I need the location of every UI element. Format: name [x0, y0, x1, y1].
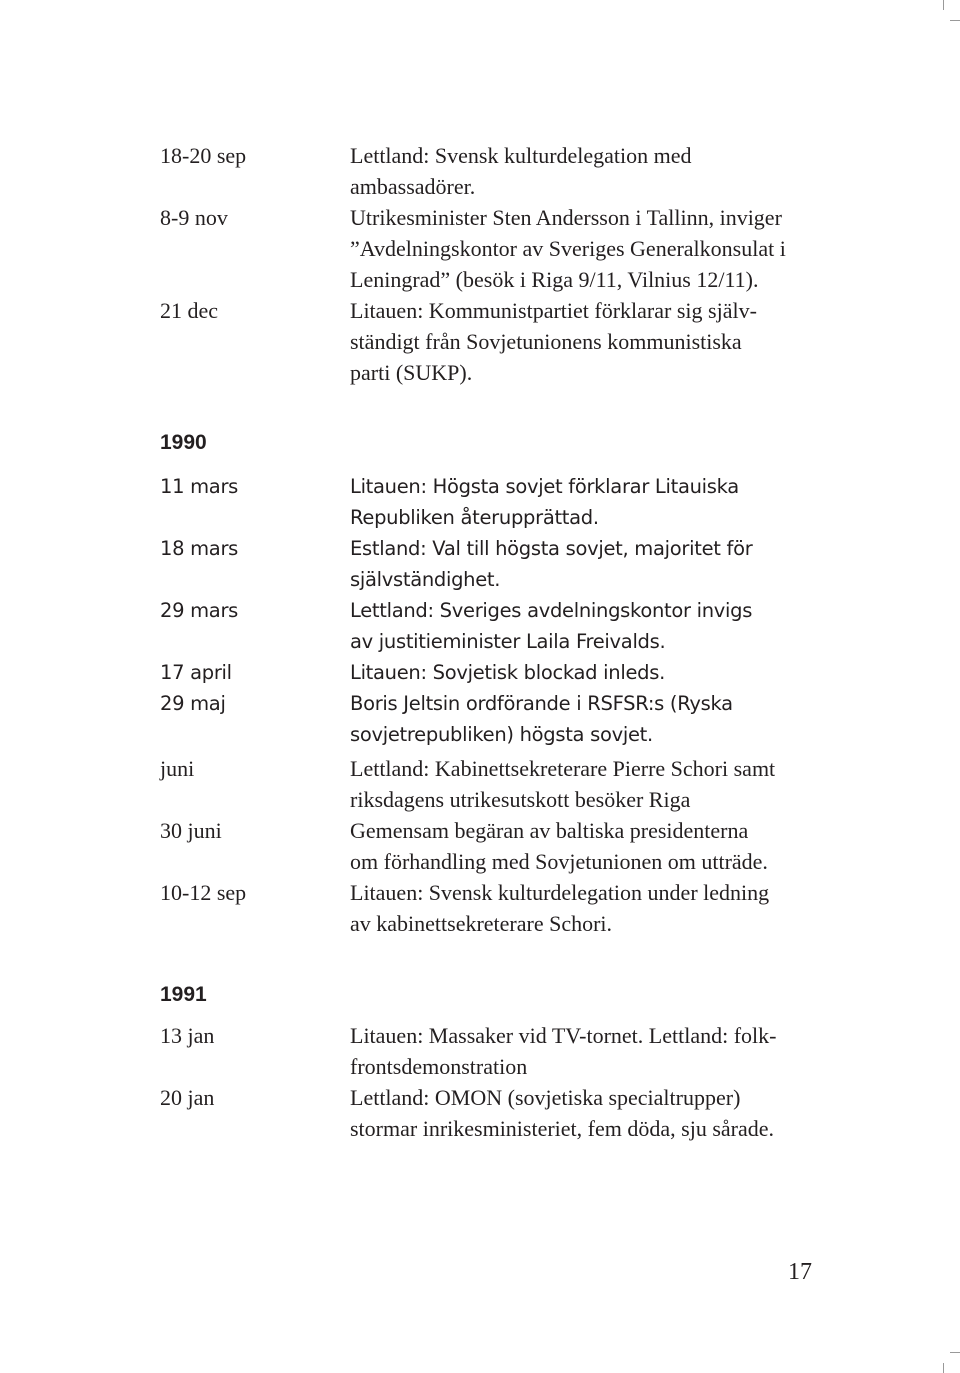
description-line: Lettland: Kabinettsekreterare Pierre Schori samt — [350, 756, 776, 781]
description-line: Litauen: Sovjetisk blockad inleds. — [350, 661, 665, 684]
entry-date: 13 jan — [160, 1023, 215, 1048]
description-line: Litauen: Kommunistpartiet förklarar sig själv- — [350, 298, 757, 323]
entry-date: 18 mars — [160, 537, 239, 560]
entry-date: 30 juni — [160, 818, 222, 843]
entry-description — [350, 533, 840, 595]
entry-date: 18-20 sep — [160, 143, 247, 168]
timeline-entry — [160, 533, 840, 595]
entry-description — [350, 877, 840, 939]
description-line: Leningrad” (besök i Riga 9/11, Vilnius 12/11). — [350, 267, 759, 292]
timeline-entry — [160, 877, 840, 939]
description-line: av kabinettsekreterare Schori. — [350, 911, 613, 936]
year-heading-1991: 1991 — [160, 983, 207, 1006]
timeline-entry — [160, 471, 840, 533]
entry-date: 29 maj — [160, 692, 226, 715]
description-line: ambassadörer. — [350, 174, 476, 199]
timeline-entry — [160, 295, 840, 388]
entry-description — [350, 471, 840, 533]
timeline-entry — [160, 753, 840, 815]
entry-description — [350, 1020, 840, 1082]
entry-description — [350, 140, 840, 202]
description-line: Estland: Val till högsta sovjet, majoritet för — [350, 537, 753, 560]
description-line: Lettland: Sveriges avdelningskontor invigs — [350, 599, 753, 622]
description-line: Gemensam begäran av baltiska presidenterna — [350, 818, 749, 843]
entry-date: 17 april — [160, 661, 232, 684]
description-line: självständighet. — [350, 568, 501, 591]
entry-description — [350, 595, 840, 657]
crop-mark — [950, 1352, 960, 1353]
entry-date: juni — [160, 756, 195, 781]
entry-date: 21 dec — [160, 298, 219, 323]
description-line: ständigt från Sovjetunionens kommunistiska — [350, 329, 742, 354]
crop-mark — [943, 1363, 944, 1373]
entry-description — [350, 657, 840, 688]
description-line: Litauen: Massaker vid TV-tornet. Lettland: folk- — [350, 1023, 777, 1048]
description-line: Litauen: Svensk kulturdelegation under ledning — [350, 880, 770, 905]
timeline-entry — [160, 595, 840, 657]
entry-date: 20 jan — [160, 1085, 215, 1110]
description-line: parti (SUKP). — [350, 360, 473, 385]
description-line: Republiken återupprättad. — [350, 506, 599, 529]
description-line: av justitieminister Laila Freivalds. — [350, 630, 666, 653]
description-line: om förhandling med Sovjetunionen om utträde. — [350, 849, 768, 874]
timeline-entry — [160, 140, 840, 202]
timeline-section-1990-continued — [160, 753, 840, 939]
entry-description — [350, 295, 840, 388]
description-line: Utrikesminister Sten Andersson i Tallinn, inviger — [350, 205, 782, 230]
description-line: riksdagens utrikesutskott besöker Riga — [350, 787, 691, 812]
description-line: Boris Jeltsin ordförande i RSFSR:s (Ryska — [350, 692, 733, 715]
timeline-entry — [160, 657, 840, 688]
entry-date: 10-12 sep — [160, 880, 247, 905]
timeline-entry — [160, 815, 840, 877]
description-line: stormar inrikesministeriet, fem döda, sju sårade. — [350, 1116, 774, 1141]
entry-date: 29 mars — [160, 599, 239, 622]
description-line: Lettland: Svensk kulturdelegation med — [350, 143, 692, 168]
entry-description — [350, 815, 840, 877]
timeline-section-1989 — [160, 140, 840, 388]
description-line: Lettland: OMON (sovjetiska specialtrupper) — [350, 1085, 741, 1110]
timeline-entry — [160, 1020, 840, 1082]
entry-date: 11 mars — [160, 475, 239, 498]
crop-mark — [943, 0, 944, 10]
description-line: frontsdemonstration — [350, 1054, 528, 1079]
timeline-entry — [160, 202, 840, 295]
entry-description — [350, 202, 840, 295]
year-heading-1990: 1990 — [160, 431, 207, 454]
description-line: Litauen: Högsta sovjet förklarar Litauiska — [350, 475, 739, 498]
entry-description — [350, 1082, 840, 1144]
description-line: sovjetrepubliken) högsta sovjet. — [350, 723, 653, 746]
entry-description — [350, 688, 840, 750]
timeline-entry — [160, 688, 840, 750]
entry-date: 8-9 nov — [160, 205, 228, 230]
description-line: ”Avdelningskontor av Sveriges Generalkonsulat i — [350, 236, 786, 261]
page-number: 17 — [788, 1259, 812, 1285]
timeline-entry — [160, 1082, 840, 1144]
timeline-section-1990 — [160, 471, 840, 750]
timeline-section-1991 — [160, 1020, 840, 1144]
entry-description — [350, 753, 840, 815]
crop-mark — [950, 20, 960, 21]
